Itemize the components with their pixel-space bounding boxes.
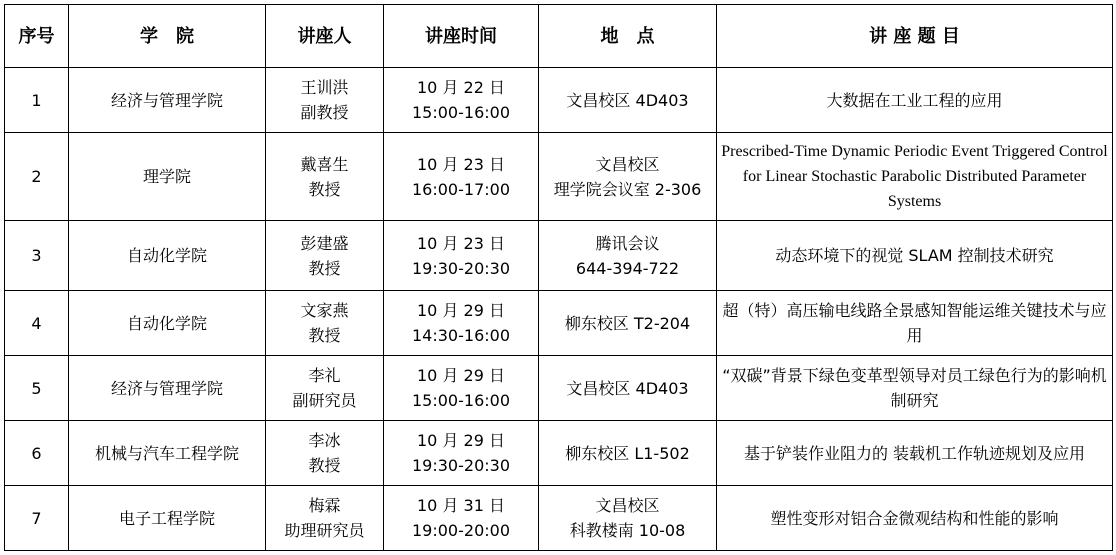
cell-place (539, 68, 717, 133)
speaker-name: 王训洪 (300, 78, 349, 97)
place-detail: 644-394-722 (575, 258, 680, 278)
place: 腾讯会议 (595, 233, 660, 253)
table-row (5, 133, 1113, 221)
header-topic: 讲 座 题 目 (717, 5, 1113, 68)
cell-college: 机械与汽车工程学院 (69, 421, 266, 486)
speaker-name: 梅霖 (308, 496, 341, 515)
cell-college: 经济与管理学院 (69, 68, 266, 133)
table-row (5, 68, 1113, 133)
cell-place (539, 133, 717, 221)
speaker-name: 彭建盛 (300, 233, 349, 253)
cell-place (539, 486, 717, 551)
cell-speaker (266, 291, 384, 356)
table-row (5, 356, 1113, 421)
cell-college: 经济与管理学院 (69, 356, 266, 421)
cell-speaker (266, 356, 384, 421)
place-detail: 理学院会议室 2-306 (553, 179, 702, 199)
table-row (5, 221, 1113, 291)
cell-no: 5 (5, 356, 69, 421)
place: 柳东校区 T2-204 (564, 313, 691, 333)
cell-no: 2 (5, 133, 69, 221)
place: 柳东校区 L1-502 (565, 443, 690, 463)
place: 文昌校区 4D403 (566, 378, 689, 398)
speaker-title: 教授 (308, 326, 341, 345)
time: 19:30-20:30 (412, 456, 510, 475)
table-row (5, 486, 1113, 551)
cell-place (539, 291, 717, 356)
time: 15:00-16:00 (412, 103, 510, 122)
speaker-title: 副研究员 (292, 391, 357, 410)
cell-topic: 塑性变形对铝合金微观结构和性能的影响 (717, 486, 1113, 551)
cell-place (539, 356, 717, 421)
table-header-row (5, 5, 1113, 68)
cell-time (384, 133, 539, 221)
cell-speaker (266, 221, 384, 291)
lecture-schedule (4, 4, 1113, 551)
date: 10 月 22 日 (417, 78, 505, 97)
cell-speaker (266, 133, 384, 221)
cell-no: 3 (5, 221, 69, 291)
speaker-title: 副教授 (300, 103, 349, 122)
speaker-name: 戴喜生 (300, 154, 349, 174)
cell-place (539, 221, 717, 291)
date: 10 月 31 日 (417, 496, 505, 515)
header-place: 地 点 (539, 5, 717, 68)
date: 10 月 29 日 (417, 431, 505, 450)
cell-college: 自动化学院 (69, 291, 266, 356)
lecture-table (4, 4, 1113, 551)
date: 10 月 29 日 (417, 301, 505, 320)
header-no: 序号 (5, 5, 69, 68)
header-speaker: 讲座人 (266, 5, 384, 68)
cell-no: 4 (5, 291, 69, 356)
cell-topic: 超（特）高压输电线路全景感知智能运维关键技术与应用 (717, 291, 1113, 356)
header-college: 学 院 (69, 5, 266, 68)
cell-speaker (266, 421, 384, 486)
cell-no: 1 (5, 68, 69, 133)
time: 16:00-17:00 (412, 179, 510, 199)
place-detail: 科教楼南 10-08 (569, 521, 686, 540)
table-row (5, 421, 1113, 486)
cell-place (539, 421, 717, 486)
cell-college: 电子工程学院 (69, 486, 266, 551)
speaker-title: 教授 (308, 179, 341, 199)
cell-no: 7 (5, 486, 69, 551)
cell-time (384, 221, 539, 291)
speaker-title: 助理研究员 (284, 521, 365, 540)
cell-topic: 基于铲装作业阻力的 装载机工作轨迹规划及应用 (717, 421, 1113, 486)
cell-college: 理学院 (69, 133, 266, 221)
date: 10 月 29 日 (417, 366, 505, 385)
cell-time (384, 68, 539, 133)
header-time: 讲座时间 (384, 5, 539, 68)
cell-no: 6 (5, 421, 69, 486)
time: 15:00-16:00 (412, 391, 510, 410)
cell-speaker (266, 68, 384, 133)
speaker-name: 文家燕 (300, 301, 349, 320)
place: 文昌校区 4D403 (566, 90, 689, 110)
time: 19:00-20:00 (412, 521, 510, 540)
place: 文昌校区 (595, 496, 660, 515)
table-row (5, 291, 1113, 356)
cell-time (384, 356, 539, 421)
cell-topic: Prescribed-Time Dynamic Periodic Event Triggered Control for Linear Stochastic Parabolic Distributed Parameter Systems (717, 133, 1113, 221)
speaker-name: 李礼 (308, 366, 341, 385)
time: 14:30-16:00 (412, 326, 510, 345)
date: 10 月 23 日 (417, 154, 505, 174)
cell-topic: “双碳”背景下绿色变革型领导对员工绿色行为的影响机制研究 (717, 356, 1113, 421)
cell-topic: 大数据在工业工程的应用 (717, 68, 1113, 133)
speaker-name: 李冰 (308, 431, 341, 450)
cell-college: 自动化学院 (69, 221, 266, 291)
cell-time (384, 291, 539, 356)
cell-topic: 动态环境下的视觉 SLAM 控制技术研究 (717, 221, 1113, 291)
date: 10 月 23 日 (417, 233, 505, 253)
cell-time (384, 486, 539, 551)
time: 19:30-20:30 (412, 258, 510, 278)
place: 文昌校区 (595, 154, 660, 174)
cell-speaker (266, 486, 384, 551)
speaker-title: 教授 (308, 258, 341, 278)
cell-time (384, 421, 539, 486)
speaker-title: 教授 (308, 456, 341, 475)
